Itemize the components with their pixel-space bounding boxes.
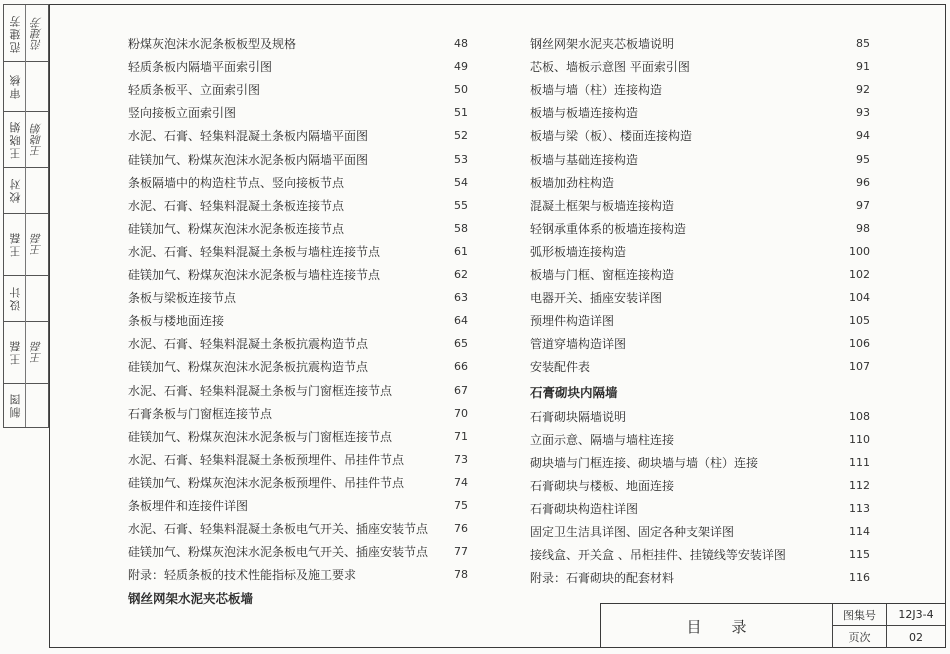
toc-entry-title: 板墙与基础连接构造 — [530, 152, 639, 167]
toc-entry[interactable] — [530, 567, 868, 589]
toc-entry-title: 附录：轻质条板的技术性能指标及施工要求 — [128, 568, 357, 583]
approval-row — [4, 5, 48, 62]
toc-entry-page: 116 — [849, 571, 870, 585]
approval-label — [7, 213, 26, 275]
toc-entry-page: 52 — [454, 129, 468, 143]
toc-entry[interactable] — [530, 195, 868, 217]
toc-entry-page: 54 — [454, 175, 468, 189]
toc-entry-page: 75 — [454, 499, 468, 512]
toc-entry-title: 弧形板墙连接构造 — [530, 244, 627, 259]
approval-label — [7, 61, 26, 111]
signature — [28, 383, 46, 427]
toc-entry-page: 108 — [849, 409, 870, 423]
toc-entry-page: 71 — [454, 429, 468, 443]
toc-entry[interactable] — [530, 172, 868, 194]
toc-entry[interactable] — [530, 264, 868, 286]
toc-entry-title: 水泥、石膏、轻集料混凝土条板预埋件、吊挂件节点 — [128, 452, 405, 467]
approval-row — [4, 321, 48, 384]
toc-entry-title: 固定卫生洁具详图、固定各种支架详图 — [530, 525, 735, 539]
toc-entry-title: 钢丝网架水泥夹芯板墙说明 — [530, 37, 675, 51]
signature-text: 王磊 — [30, 341, 43, 363]
toc-entry-title: 水泥、石膏、轻集料混凝土条板内隔墙平面图 — [128, 129, 369, 144]
toc-entry-title: 石膏砌块隔墙说明 — [530, 409, 627, 424]
toc-entry-title: 轻钢承重体系的板墙连接构造 — [530, 221, 687, 236]
toc-entry-page: 51 — [454, 106, 468, 120]
approval-row — [4, 275, 48, 322]
toc-entry-page: 98 — [856, 221, 870, 235]
toc-entry[interactable] — [530, 333, 868, 355]
section-heading: 石膏砌块内隔墙 — [530, 384, 618, 400]
approval-label-text: 王磊 — [9, 339, 22, 365]
toc-entry-title: 粉煤灰泡沫水泥条板板型及规格 — [128, 37, 297, 51]
toc-entry-page: 92 — [856, 83, 870, 97]
approval-row — [4, 213, 48, 276]
toc-entry-page: 111 — [849, 455, 870, 469]
toc-entry-title: 板墙加劲柱构造 — [530, 175, 615, 190]
toc-entry-title: 接线盒、开关盒 、吊柜挂件、挂镜线等安装详图 — [530, 548, 786, 563]
toc-entry-page: 91 — [856, 60, 870, 74]
toc-entry-title: 条板隔墙中的构造柱节点、竖向接板节点 — [128, 175, 345, 190]
toc-entry[interactable] — [128, 218, 474, 240]
toc-entry[interactable] — [530, 56, 868, 78]
toc-entry[interactable] — [128, 241, 474, 263]
toc-entry[interactable] — [128, 33, 474, 55]
approval-label — [7, 5, 26, 61]
toc-entry-page: 58 — [454, 221, 468, 235]
signature — [28, 321, 46, 383]
toc-entry-title: 电器开关、插座安装详图 — [530, 291, 663, 306]
toc-entry[interactable] — [128, 403, 474, 425]
approval-row — [4, 61, 48, 112]
toc-entry-title: 水泥、石膏、轻集料混凝土条板与墙柱连接节点 — [128, 244, 381, 259]
toc-entry-title: 板墙与墙（柱）连接构造 — [530, 83, 663, 98]
signature-text: 范建芳 — [30, 16, 43, 50]
toc-entry-title: 硅镁加气、粉煤灰泡沫水泥条板电气开关、插座安装节点 — [128, 545, 429, 560]
approval-label-text: 范建芳 — [9, 13, 22, 53]
toc-entry-page: 105 — [849, 314, 870, 328]
toc-entry-page: 106 — [849, 337, 870, 351]
approval-row — [4, 383, 48, 428]
toc-entry-page: 73 — [454, 452, 468, 466]
approval-label — [7, 275, 26, 321]
toc-entry[interactable] — [530, 102, 868, 124]
section-heading: 钢丝网架水泥夹芯板墙 — [128, 591, 254, 607]
signature — [28, 111, 46, 167]
toc-entry-page: 55 — [454, 198, 468, 212]
toc-entry-title: 立面示意、隔墙与墙柱连接 — [530, 432, 675, 447]
toc-entry-title: 预埋件构造详图 — [530, 314, 615, 329]
toc-entry-title: 安装配件表 — [530, 360, 591, 375]
toc-entry[interactable] — [128, 264, 474, 286]
signature — [28, 167, 46, 213]
toc-entry-title: 附录：石膏砌块的配套材料 — [530, 571, 675, 586]
approval-label — [7, 321, 26, 383]
atlas-number-value: 12J3-4 — [887, 604, 945, 626]
toc-entry-page: 67 — [454, 383, 468, 397]
toc-entry[interactable] — [530, 149, 868, 171]
toc-entry[interactable] — [530, 429, 868, 451]
toc-entry-title: 条板与楼地面连接 — [128, 314, 225, 329]
toc-entry-page: 63 — [454, 291, 468, 305]
toc-entry-title: 水泥、石膏、轻集料混凝土条板抗震构造节点 — [128, 337, 369, 352]
toc-entry-page: 113 — [849, 501, 870, 515]
toc-entry-page: 49 — [454, 60, 468, 74]
toc-entry-page: 74 — [454, 475, 468, 489]
signature — [28, 213, 46, 275]
page-number-label: 页次 — [833, 626, 887, 648]
toc-entry[interactable] — [530, 287, 868, 309]
approval-row — [4, 167, 48, 214]
toc-entry-title: 硅镁加气、粉煤灰泡沫水泥条板抗震构造节点 — [128, 360, 369, 375]
toc-entry[interactable] — [530, 544, 868, 566]
toc-entry[interactable] — [128, 495, 474, 517]
toc-entry[interactable] — [128, 449, 474, 471]
toc-entry-page: 96 — [856, 175, 870, 189]
toc-entry-page: 76 — [454, 522, 468, 536]
toc-entry-title: 硅镁加气、粉煤灰泡沫水泥条板连接节点 — [128, 221, 345, 236]
toc-entry[interactable] — [128, 426, 474, 448]
toc-entry[interactable] — [530, 406, 868, 428]
toc-entry-title: 石膏条板与门窗框连接节点 — [128, 406, 273, 421]
toc-entry[interactable] — [530, 310, 868, 332]
approval-label-text: 王磊 — [9, 231, 22, 257]
toc-entry-title: 轻质条板平、立面索引图 — [128, 83, 261, 98]
toc-entry[interactable] — [128, 310, 474, 332]
toc-entry-title: 板墙与板墙连接构造 — [530, 106, 639, 121]
toc-entry[interactable] — [128, 56, 474, 78]
toc-entry-title: 条板埋件和连接件详图 — [128, 499, 249, 513]
toc-entry-page: 70 — [454, 406, 468, 420]
toc-entry-page: 107 — [849, 360, 870, 374]
toc-entry-title: 混凝土框架与板墙连接构造 — [530, 198, 675, 213]
toc-entry-title: 芯板、墙板示意图 平面索引图 — [530, 60, 690, 75]
toc-entry[interactable] — [128, 541, 474, 563]
toc-entry-page: 100 — [849, 244, 870, 258]
toc-entry[interactable] — [530, 33, 868, 55]
toc-entry[interactable] — [530, 356, 868, 378]
toc-entry[interactable] — [128, 79, 474, 101]
toc-entry-title: 石膏砌块构造柱详图 — [530, 501, 639, 516]
toc-entry[interactable] — [128, 287, 474, 309]
toc-entry-title: 硅镁加气、粉煤灰泡沫水泥条板预埋件、吊挂件节点 — [128, 475, 405, 490]
approval-label — [7, 167, 26, 213]
toc-entry-page: 115 — [849, 548, 870, 562]
toc-entry-title: 硅镁加气、粉煤灰泡沫水泥条板与门窗框连接节点 — [128, 429, 393, 444]
toc-entry[interactable] — [530, 521, 868, 543]
toc-entry[interactable] — [530, 452, 868, 474]
approval-label-text: 审核 — [9, 73, 22, 99]
toc-entry-page: 110 — [849, 432, 870, 446]
toc-entry-page: 78 — [454, 568, 468, 582]
toc-entry-page: 62 — [454, 268, 468, 281]
toc-title: 目录 — [601, 604, 833, 648]
approval-label-text: 制图 — [9, 392, 22, 418]
toc-entry-page: 112 — [849, 478, 870, 492]
toc-entry-title: 砌块墙与门框连接、砌块墙与墙（柱）连接 — [530, 455, 759, 470]
signature-text: 王磊 — [30, 233, 43, 255]
toc-entry-title: 轻质条板内隔墙平面索引图 — [128, 60, 273, 75]
toc-entry-title: 石膏砌块与楼板、地面连接 — [530, 478, 675, 493]
toc-entry-page: 114 — [849, 525, 870, 538]
toc-entry-page: 94 — [856, 129, 870, 143]
approval-label-text: 校对 — [9, 177, 22, 203]
title-block — [600, 603, 946, 648]
toc-entry-page: 65 — [454, 337, 468, 351]
toc-entry-page: 66 — [454, 360, 468, 374]
toc-entry-page: 53 — [454, 152, 468, 166]
toc-entry[interactable] — [530, 79, 868, 101]
toc-entry-title: 水泥、石膏、轻集料混凝土条板与门窗框连接节点 — [128, 383, 393, 398]
toc-entry-title: 竖向接板立面索引图 — [128, 106, 237, 121]
toc-entry-title: 硅镁加气、粉煤灰泡沫水泥条板内隔墙平面图 — [128, 152, 369, 167]
toc-entry-page: 85 — [856, 37, 870, 50]
toc-entry-page: 97 — [856, 198, 870, 212]
approval-label — [7, 383, 26, 427]
approval-row — [4, 111, 48, 168]
toc-entry-title: 水泥、石膏、轻集料混凝土条板连接节点 — [128, 198, 345, 213]
approval-side-panel — [3, 4, 49, 428]
toc-entry-page: 95 — [856, 152, 870, 166]
toc-entry-title: 硅镁加气、粉煤灰泡沫水泥条板与墙柱连接节点 — [128, 268, 381, 282]
toc-entry-title: 板墙与梁（板）、楼面连接构造 — [530, 129, 693, 144]
approval-label-text: 设计 — [9, 285, 22, 311]
toc-entry-title: 条板与梁板连接节点 — [128, 291, 237, 306]
toc-entry-title: 管道穿墙构造详图 — [530, 337, 627, 352]
signature — [28, 275, 46, 321]
toc-entry[interactable] — [128, 125, 474, 147]
toc-entry[interactable] — [128, 380, 474, 402]
toc-entry-title: 水泥、石膏、轻集料混凝土条板电气开关、插座安装节点 — [128, 522, 429, 537]
atlas-number-label: 图集号 — [833, 604, 887, 626]
toc-entry[interactable] — [128, 564, 474, 586]
approval-label-text: 王晓娟 — [9, 119, 22, 159]
signature — [28, 5, 46, 61]
toc-entry[interactable] — [530, 475, 868, 497]
toc-entry-page: 61 — [454, 244, 468, 258]
toc-entry[interactable] — [530, 498, 868, 520]
toc-entry[interactable] — [530, 241, 868, 263]
toc-entry-title: 板墙与门框、窗框连接构造 — [530, 268, 675, 282]
toc-entry[interactable] — [128, 102, 474, 124]
toc-entry-page: 77 — [454, 545, 468, 559]
approval-label — [7, 111, 26, 167]
toc-entry-page: 93 — [856, 106, 870, 120]
toc-entry[interactable] — [128, 149, 474, 171]
toc-entry[interactable] — [128, 195, 474, 217]
toc-entry[interactable] — [128, 333, 474, 355]
page-number-value: 02 — [909, 630, 923, 644]
toc-entry[interactable] — [128, 356, 474, 378]
toc-entry[interactable] — [530, 218, 868, 240]
toc-entry[interactable] — [128, 518, 474, 540]
toc-entry[interactable] — [128, 172, 474, 194]
signature-text: 王晓娟 — [30, 122, 43, 156]
toc-entry-page: 102 — [849, 268, 870, 281]
toc-entry-page: 104 — [849, 291, 870, 305]
toc-entry-page: 64 — [454, 314, 468, 328]
toc-entry-page: 50 — [454, 83, 468, 97]
signature — [28, 61, 46, 111]
toc-entry[interactable] — [530, 125, 868, 147]
toc-entry[interactable] — [128, 472, 474, 494]
toc-entry-page: 48 — [454, 37, 468, 50]
